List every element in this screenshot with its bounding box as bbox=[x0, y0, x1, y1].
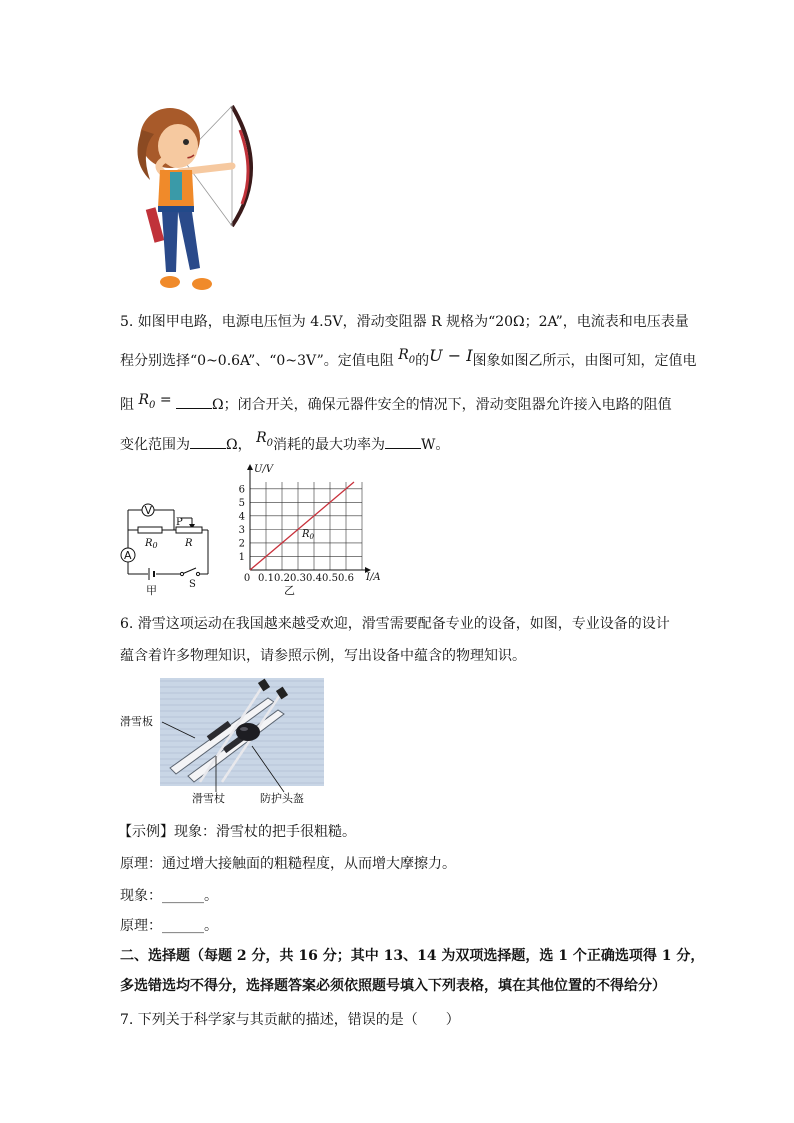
equals-sign: = bbox=[159, 392, 172, 408]
graph-line-label bbox=[301, 529, 315, 541]
photo-pointer-lines bbox=[150, 710, 300, 800]
q5-line-1-text: 5. 如图甲电路，电源电压恒为 4.5V，滑动变阻器 R 规格为“20Ω；2A”，电流表和电压表量 bbox=[120, 314, 689, 330]
series-line-r0 bbox=[250, 482, 354, 570]
x-tick-label: 0.4 bbox=[306, 573, 322, 584]
r0-sub: 0 bbox=[408, 354, 416, 366]
q5-line-4b: Ω， bbox=[226, 437, 252, 453]
y-tick-label: 4 bbox=[238, 511, 245, 523]
label-helmet: 防护头盔 bbox=[260, 792, 304, 805]
u-i-symbol: U − I bbox=[429, 346, 473, 365]
graph-ticks bbox=[239, 484, 354, 584]
archer-girl-illustration bbox=[120, 100, 270, 300]
r0-sub-2: 0 bbox=[149, 399, 156, 411]
graph-ylabel: U/V bbox=[254, 464, 274, 475]
circuit-p-label: P bbox=[176, 517, 183, 528]
x-tick-label: 0.6 bbox=[338, 573, 354, 584]
graph-line-letter: R bbox=[302, 529, 310, 540]
q6-phenomenon-answer[interactable]: 现象：______。 bbox=[120, 888, 218, 904]
r0-letter-2: R bbox=[138, 392, 149, 408]
r0-symbol-2 bbox=[138, 392, 156, 411]
circuit-diagram bbox=[116, 496, 220, 594]
x-tick-label: 0.2 bbox=[274, 573, 290, 584]
q6-example: 【示例】现象：滑雪杖的把手很粗糙。 bbox=[118, 824, 356, 840]
q5-line-4d: W。 bbox=[420, 437, 450, 453]
voltmeter-label: V bbox=[144, 504, 153, 517]
r0-symbol-3 bbox=[256, 430, 273, 449]
r0-sub-3: 0 bbox=[266, 437, 273, 449]
y-axis-arrow bbox=[247, 464, 253, 470]
q5-line-2b: 的 bbox=[415, 353, 430, 369]
q6-line-1: 6. 滑雪这项运动在我国越来越受欢迎，滑雪需要配备专业的设备，如图，专业设备的设计 bbox=[120, 616, 670, 632]
q6-principle: 原理：通过增大接触面的粗糙程度，从而增大摩擦力。 bbox=[120, 856, 456, 872]
label-ski-pole: 滑雪杖 bbox=[192, 792, 225, 805]
circuit-caption: 甲 bbox=[146, 584, 157, 597]
q7-text: 7. 下列关于科学家与其贡献的描述，错误的是（ ） bbox=[120, 1012, 460, 1028]
q5-line-2a: 程分别选择“0~0.6A”、“0~3V”。定值电阻 bbox=[120, 353, 394, 369]
x-tick-label: 0 bbox=[243, 573, 251, 584]
q5-line-3b: Ω；闭合开关，确保元器件安全的情况下，滑动变阻器允许接入电路的阻值 bbox=[212, 397, 672, 413]
graph-xlabel: I/A bbox=[366, 572, 381, 583]
q5-line-4 bbox=[120, 430, 450, 461]
section2-line-1: 二、选择题（每题 2 分，共 16 分；其中 13、14 为双项选择题，选 1 个正确选项得 1 分， bbox=[120, 948, 705, 964]
graph-caption: 乙 bbox=[284, 584, 295, 597]
r0-letter: R bbox=[398, 347, 409, 363]
graph-series bbox=[250, 482, 354, 570]
graph-line-sub: 0 bbox=[309, 533, 314, 541]
x-tick-label: 0.3 bbox=[290, 573, 306, 584]
x-tick-label: 0.1 bbox=[258, 573, 274, 584]
circuit-r0-label bbox=[144, 538, 158, 550]
circuit-r-label: R bbox=[185, 538, 193, 549]
r0-letter-3: R bbox=[256, 430, 267, 446]
r0-symbol bbox=[398, 347, 416, 366]
y-tick-label: 6 bbox=[238, 484, 245, 496]
q5-line-2d: 图象如图乙所示，由图可知，定值电 bbox=[472, 353, 697, 369]
q6-line-2: 蕴含着许多物理知识，请参照示例，写出设备中蕴含的物理知识。 bbox=[120, 648, 526, 664]
y-tick-label: 2 bbox=[238, 538, 245, 550]
u-i-graph bbox=[236, 464, 396, 586]
x-tick-label: 0.5 bbox=[322, 573, 338, 584]
circuit-r0-letter: R bbox=[145, 538, 153, 549]
q5-line-3 bbox=[120, 394, 672, 421]
q5-line-4a: 变化范围为 bbox=[120, 437, 190, 453]
ammeter-label: A bbox=[124, 549, 132, 562]
section2-line-2: 多选错选均不得分，选择题答案必须依照题号填入下列表格，填在其他位置的不得给分） bbox=[120, 978, 666, 994]
q5-line-4c: 消耗的最大功率为 bbox=[272, 437, 385, 453]
q6-principle-answer[interactable]: 原理：______。 bbox=[120, 918, 218, 934]
label-ski-board: 滑雪板 bbox=[120, 715, 153, 728]
graph-grid bbox=[250, 482, 362, 570]
answer-blank-range[interactable] bbox=[190, 434, 226, 449]
circuit-s-label: S bbox=[189, 579, 196, 590]
answer-blank-r0[interactable] bbox=[176, 394, 212, 409]
y-tick-label: 5 bbox=[238, 497, 245, 509]
q5-line-2 bbox=[120, 346, 697, 377]
y-tick-label: 3 bbox=[238, 524, 245, 536]
q5-line-1 bbox=[120, 312, 689, 332]
q5-line-3a: 阻 bbox=[120, 397, 134, 413]
answer-blank-power[interactable] bbox=[385, 434, 421, 449]
circuit-r0-sub: 0 bbox=[152, 541, 158, 550]
y-tick-label: 1 bbox=[238, 551, 245, 563]
